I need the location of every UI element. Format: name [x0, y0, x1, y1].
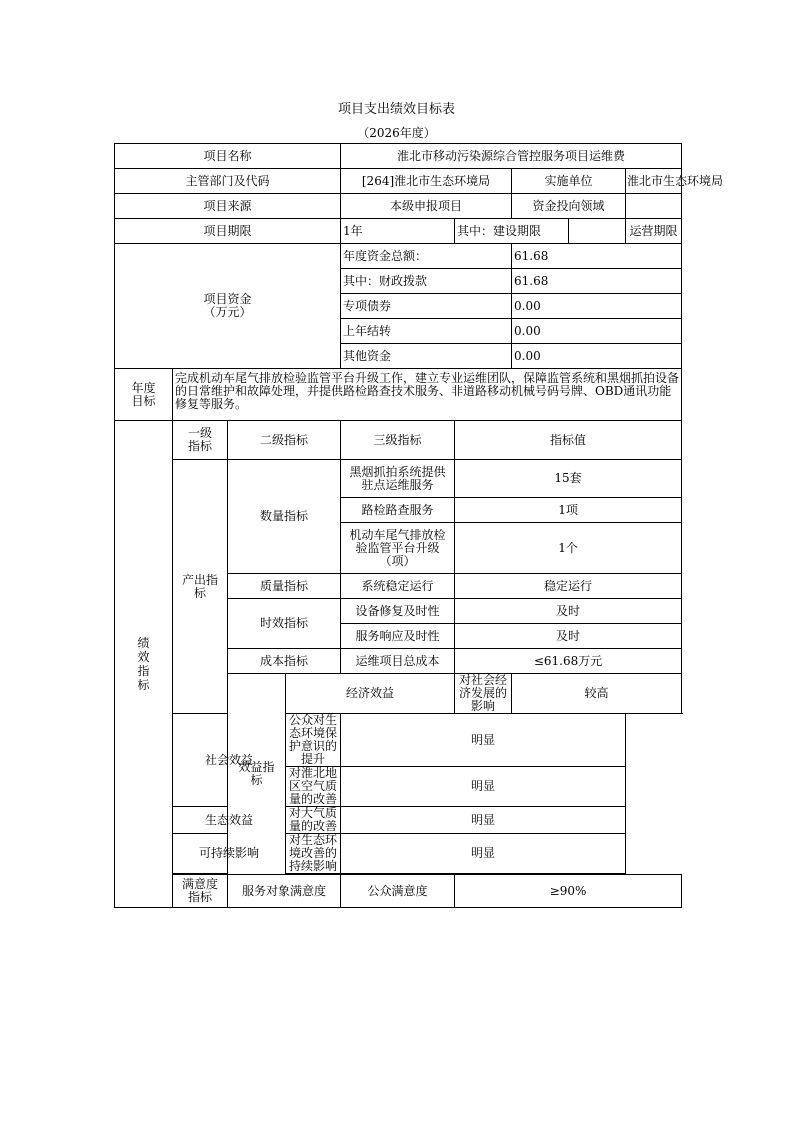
row-dept — [115, 169, 682, 194]
goal-label-line1: 年度 — [131, 380, 156, 395]
build-value — [569, 219, 626, 244]
goal-text: 完成机动车尾气排放检验监管平台升级工作，建立专业运维团队，保障监管系统和黑烟抓拍设备的日常维护和故障处理，并提供路检路查技术服务、非道路移动机械号码号牌、OBD通讯功能修复等服务。 — [173, 369, 682, 421]
fund-row-label: 年度资金总额： — [341, 244, 512, 269]
row-output-q1 — [115, 460, 682, 498]
ecological-label: 生态效益 — [173, 807, 286, 834]
row-benefit-social-1 — [115, 714, 682, 767]
fund-row-label: 其他资金 — [341, 344, 512, 369]
page-title: 项目支出绩效目标表 — [337, 102, 455, 117]
quality-label: 质量指标 — [228, 574, 341, 599]
quality-value: 稳定运行 — [455, 574, 682, 599]
dept-value: [264]淮北市生态环境局 — [341, 169, 512, 194]
cost-value: ≤61.68万元 — [455, 649, 682, 674]
q2-value: 1项 — [455, 498, 682, 523]
eco1-l3: 对大气质量的改善 — [286, 807, 341, 834]
fund-row-value: 0.00 — [512, 319, 682, 344]
row-annual-goal — [115, 369, 682, 421]
quality-l3: 系统稳定运行 — [341, 574, 455, 599]
fund-row-value: 61.68 — [512, 244, 682, 269]
row-benefit-ecological — [115, 807, 682, 834]
funds-label-line2: （万元） — [203, 305, 252, 319]
satisfaction-value: ≥90% — [455, 875, 682, 908]
eco1-value: 明显 — [341, 807, 626, 834]
period-value: 1年 — [341, 219, 455, 244]
t2-l3: 服务响应及时性 — [341, 624, 455, 649]
benefit-label: 效益指 标 — [228, 674, 286, 875]
social-label: 社会效益 — [173, 714, 286, 807]
s1-value: 明显 — [341, 714, 626, 767]
row-source — [115, 194, 682, 219]
source-label: 项目来源 — [115, 194, 341, 219]
sus1-value: 明显 — [341, 834, 626, 874]
page-year: （2026年度） — [357, 126, 436, 140]
output-label: 产出指 标 — [173, 460, 228, 714]
timeliness-label: 时效指标 — [228, 599, 341, 649]
satisfaction-label: 满意度 指标 — [173, 875, 228, 908]
q3-value: 1个 — [455, 523, 682, 574]
source-value: 本级申报项目 — [341, 194, 512, 219]
s2-l3: 对淮北地区空气质 量的改善 — [286, 767, 341, 807]
fund-row-label: 上年结转 — [341, 319, 512, 344]
q2-l3: 路检路查服务 — [341, 498, 455, 523]
s2-value: 明显 — [341, 767, 626, 807]
row-benefit-sustainable — [115, 834, 682, 874]
t1-l3: 设备修复及时性 — [341, 599, 455, 624]
goal-label — [115, 369, 173, 421]
row-satisfaction — [115, 875, 682, 908]
goal-label-line2: 目标 — [131, 393, 156, 408]
funds-label-line1: 项目资金 — [203, 292, 252, 306]
performance-table — [114, 143, 724, 908]
impl-value: 淮北市生态环境局 — [626, 169, 682, 194]
funds-label — [115, 244, 341, 369]
e1-value: 较高 — [512, 674, 682, 714]
head-l2: 二级指标 — [228, 421, 341, 460]
head-l1: 一级 指标 — [173, 421, 228, 460]
ops-label: 运营期限 — [626, 219, 682, 244]
q1-l3: 黑烟抓拍系统提供 驻点运维服务 — [341, 460, 455, 498]
fund-row-label: 其中：财政拨款 — [341, 269, 512, 294]
fund-row-label: 专项债券 — [341, 294, 512, 319]
q3-l3: 机动车尾气排放检 验监管平台升级 （项） — [341, 523, 455, 574]
domain-label: 资金投向领域 — [512, 194, 626, 219]
domain-value — [626, 194, 682, 219]
sus1-l3: 对生态环境改善的 持续影响 — [286, 834, 341, 874]
satisfaction-l3: 公众满意度 — [341, 875, 455, 908]
dept-label: 主管部门及代码 — [115, 169, 341, 194]
row-period — [115, 219, 682, 244]
cost-l3: 运维项目总成本 — [341, 649, 455, 674]
head-l3: 三级指标 — [341, 421, 455, 460]
quantity-label: 数量指标 — [228, 460, 341, 574]
row-project-name — [115, 144, 682, 169]
t1-value: 及时 — [455, 599, 682, 624]
sustainable-label: 可持续影响 — [173, 834, 286, 874]
row-indicator-head — [115, 421, 682, 460]
s1-l3: 公众对生态环境保 护意识的提升 — [286, 714, 341, 767]
period-label: 项目期限 — [115, 219, 341, 244]
project-name-label: 项目名称 — [115, 144, 341, 169]
e1-l3: 对社会经济发展的 影响 — [455, 674, 512, 714]
fund-row-value: 61.68 — [512, 269, 682, 294]
t2-value: 及时 — [455, 624, 682, 649]
project-name-value: 淮北市移动污染源综合管控服务项目运维费 — [341, 144, 682, 169]
build-label: 其中：建设期限 — [455, 219, 569, 244]
impl-label: 实施单位 — [512, 169, 626, 194]
cost-label: 成本指标 — [228, 649, 341, 674]
row-fund-total — [115, 244, 682, 269]
q1-value: 15套 — [455, 460, 682, 498]
fund-row-value: 0.00 — [512, 294, 682, 319]
head-value: 指标值 — [455, 421, 682, 460]
fund-row-value: 0.00 — [512, 344, 682, 369]
economic-label: 经济效益 — [286, 674, 455, 714]
indicators-side-label: 绩 效 指 标 — [115, 421, 173, 908]
satisfaction-l2: 服务对象满意度 — [228, 875, 341, 908]
